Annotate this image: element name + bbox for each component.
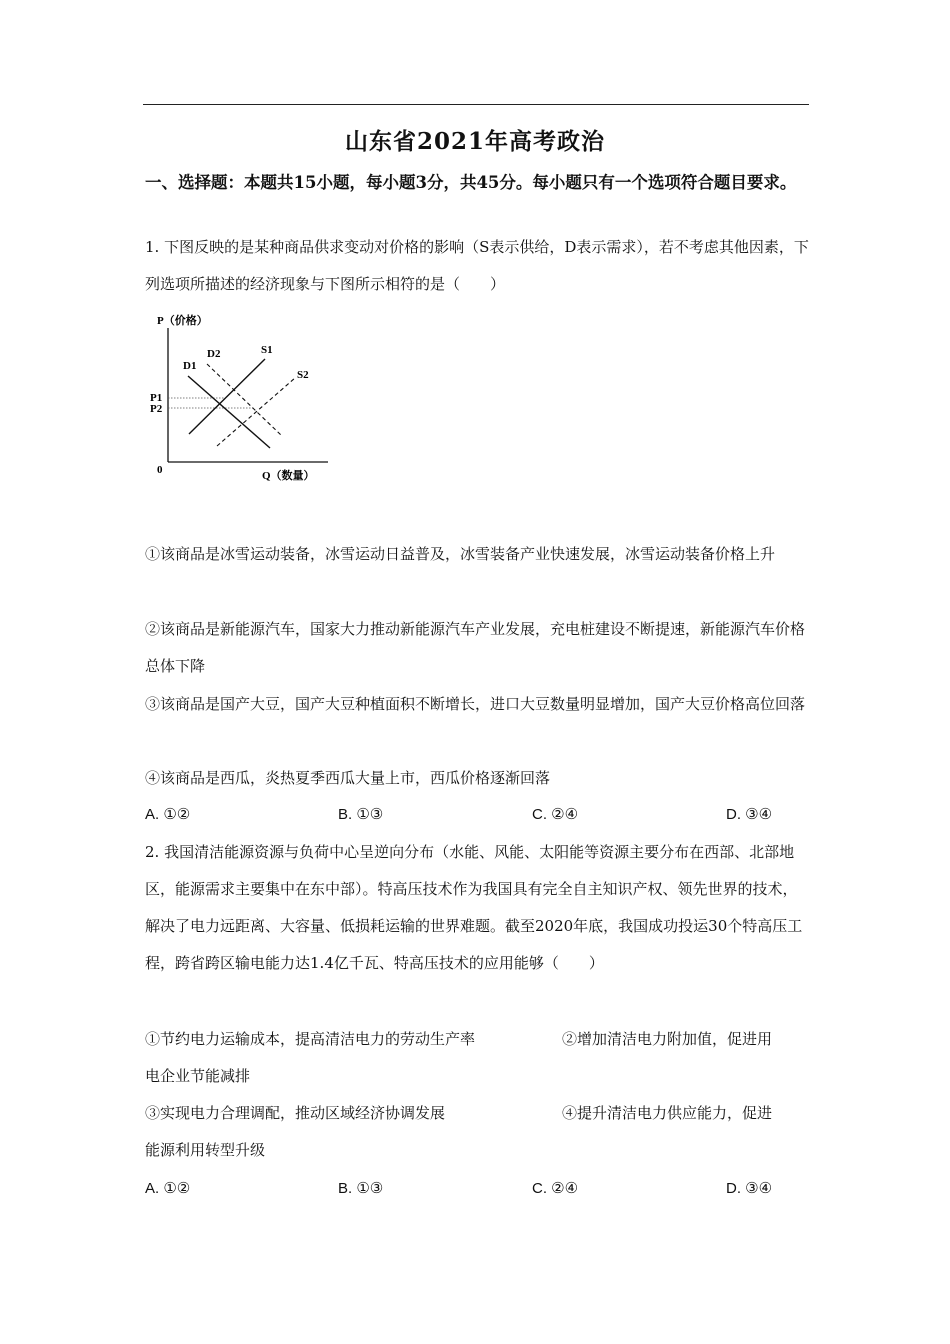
s1-label: S1	[261, 344, 273, 356]
section-heading: 一、选择题：本题共15小题，每小题3分，共45分。每小题只有一个选项符合题目要求。	[145, 173, 797, 192]
q1-statement-3: ③该商品是国产大豆，国产大豆种植面积不断增长，进口大豆数量明显增加，国产大豆价格高位回落	[145, 695, 806, 713]
supply-demand-graph	[145, 306, 335, 486]
x-axis-label: Q（数量）	[262, 470, 315, 482]
q2-stem: 2. 我国清洁能源资源与负荷中心呈逆向分布（水能、风能、太阳能等资源主要分布在西部、北部地区，能源需求主要集中在东中部）。特高压技术作为我国具有完全自主知识产权、领先世界的技术，解决了电力远距离、大容量、低损耗运输的世界难题。截至2020年底，我国成功投运30个特高压工程，跨省跨区输电能力达1.4亿千瓦、特高压技术的应用能够（ ）	[145, 843, 803, 972]
q1-option-d[interactable]: D. ③④	[726, 806, 773, 823]
q2-option-a[interactable]: A. ①②	[145, 1180, 191, 1197]
q1-statement-1: ①该商品是冰雪运动装备，冰雪运动日益普及，冰雪装备产业快速发展，冰雪运动装备价格上升	[145, 545, 776, 563]
page-title: 山东省2021年高考政治	[344, 128, 605, 155]
q2-option-d[interactable]: D. ③④	[726, 1180, 773, 1197]
demand-curve-d1	[188, 376, 270, 448]
y-axis-label: P（价格）	[157, 315, 208, 327]
q1-statement-4: ④该商品是西瓜，炎热夏季西瓜大量上市，西瓜价格逐渐回落	[145, 769, 551, 787]
q2-statements-row-1	[145, 1021, 810, 1058]
q2-statement-2-continued: 电企业节能减排	[145, 1067, 251, 1085]
p1-label: P1	[150, 392, 163, 404]
q2-statement-3: ③实现电力合理调配，推动区域经济协调发展	[145, 1104, 446, 1122]
q1-statement-2: ②该商品是新能源汽车，国家大力推动新能源汽车产业发展，充电桩建设不断提速，新能源汽车价格总体下降	[145, 620, 806, 675]
origin-label: 0	[157, 464, 163, 476]
q2-statements-row-2	[145, 1095, 810, 1132]
d2-label: D2	[207, 348, 221, 360]
q1-option-a[interactable]: A. ①②	[145, 806, 191, 823]
q2-statement-4: ④提升清洁电力供应能力，促进	[562, 1104, 773, 1122]
q1-stem: 1. 下图反映的是某种商品供求变动对价格的影响（S表示供给，D表示需求），若不考虑其他因素，下列选项所描述的经济现象与下图所示相符的是（ ）	[145, 238, 809, 293]
supply-curve-s1	[189, 359, 265, 434]
s2-label: S2	[297, 369, 309, 381]
d1-label: D1	[183, 360, 197, 372]
q2-statement-1: ①节约电力运输成本，提高清洁电力的劳动生产率	[145, 1030, 476, 1048]
header-rule	[143, 104, 809, 105]
q1-option-b[interactable]: B. ①③	[338, 806, 384, 823]
q2-statement-4-continued: 能源利用转型升级	[145, 1141, 266, 1159]
q2-statement-2: ②增加清洁电力附加值，促进用	[562, 1030, 773, 1048]
p2-label: P2	[150, 403, 163, 415]
q2-option-b[interactable]: B. ①③	[338, 1180, 384, 1197]
q1-option-c[interactable]: C. ②④	[532, 806, 579, 823]
q2-option-c[interactable]: C. ②④	[532, 1180, 579, 1197]
